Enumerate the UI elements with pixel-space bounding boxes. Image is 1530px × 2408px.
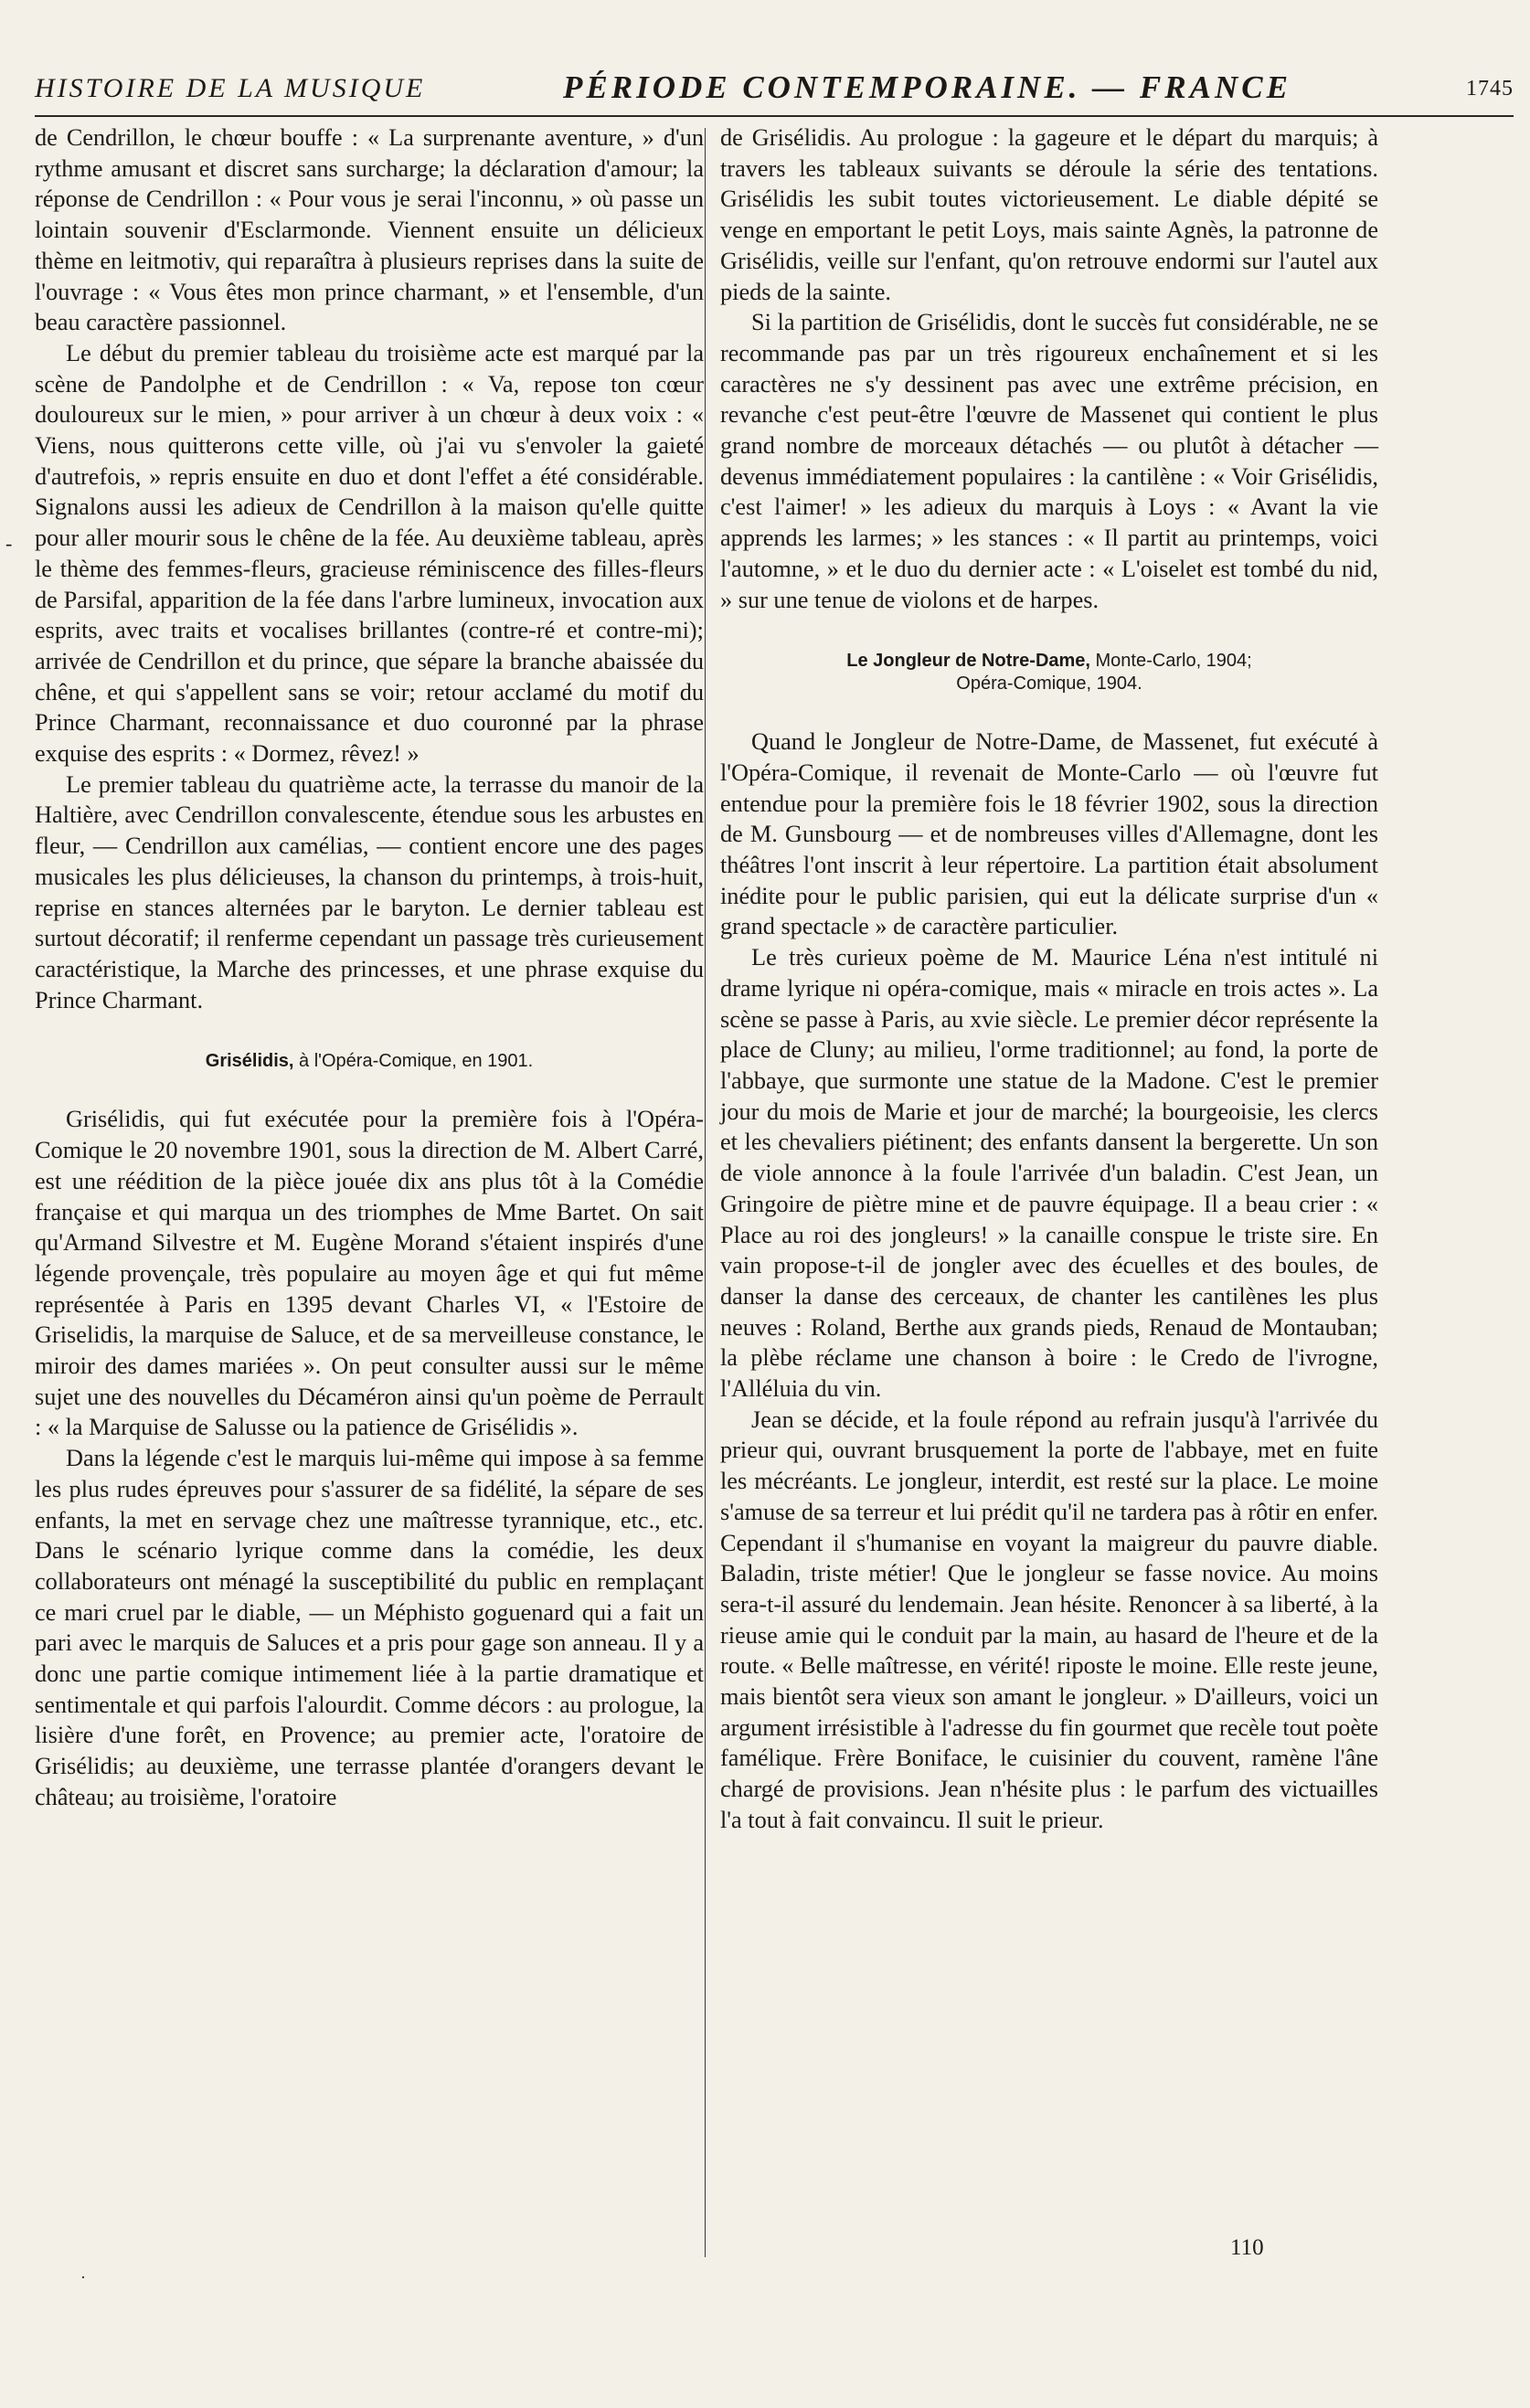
paragraph: Si la partition de Grisélidis, dont le succès fut considérable, ne se recommande pas par un très rigoureux enchaînement et si les caractères ne s'y dessinent pas avec une extrême précision, en revanche c'est peut-être l'œuvre de Massenet qui contient le plus grand nombre de morceaux détachés — ou plutôt à détacher — devenus immédiatement populaires : la cantilène : « Voir Grisélidis, c'est l'aimer! » les adieux du marquis à Loys : « Avant la vie apprends les larmes; » les stances : « Il partit au printemps, voici l'automne, » et le duo du dernier acte : « L'oiselet est tombé du nid, » sur une tenue de violons et de harpes.: [720, 309, 1378, 613]
running-head-left: HISTOIRE DE LA MUSIQUE: [35, 73, 426, 103]
section-heading-rest: à l'Opéra-Comique, en 1901.: [293, 1051, 534, 1072]
paragraph: Le premier tableau du quatrième acte, la terrasse du manoir de la Haltière, avec Cendrillon convalescente, étendue sous les arbustes en fleur, — Cendrillon aux camélias, — contient encore une des pages musicales les plus délicieuses, la chanson du printemps, à trois-huit, reprise en stances alternées par le baryton. Le dernier tableau est surtout décoratif; il renferme cependant un passage très curieusement caractéristique, la Marche des princesses, et une phrase exquise du Prince Charmant.: [35, 770, 704, 1013]
right-column: [720, 122, 1378, 1836]
paragraph: de Grisélidis. Au prologue : la gageure et le départ du marquis; à travers les tableaux suivants se déroule la série des tentations. Grisélidis les subit toutes victorieusement. Le diable dépité se venge en emportant le petit Loys, mais sainte Agnès, la patronne de Grisélidis, veille sur l'enfant, qu'on retrouve endormi sur l'autel aux pieds de la sainte.: [720, 124, 1378, 305]
paragraph: Dans la légende c'est le marquis lui-même qui impose à sa femme les plus rudes épreuves pour s'assurer de sa fidélité, la sépare de ses enfants, la met en servage chez une maîtresse tyrannique, etc., etc. Dans le scénario lyrique comme dans la comédie, les deux collaborateurs ont ménagé la susceptibilité du public en remplaçant ce mari cruel par le diable, — un Méphisto goguenard qui a fait un pari avec le marquis de Saluces et a pris pour gage son anneau. Il y a donc une partie comique intimement liée à la partie dramatique et sentimentale et qui parfois l'alourdit. Comme décors : au prologue, la lisière d'une forêt, en Provence; au premier acte, l'oratoire de Grisélidis; au deuxième, une terrasse plantée d'orangers devant le château; au troisième, l'oratoire: [35, 1445, 704, 1810]
section-heading-griselidis: [35, 1050, 704, 1073]
running-head-center: PÉRIODE CONTEMPORAINE. — FRANCE: [563, 69, 1291, 105]
paragraph: Quand le Jongleur de Notre-Dame, de Massenet, fut exécuté à l'Opéra-Comique, il revenait de Monte-Carlo — où l'œuvre fut entendue pour la première fois le 18 février 1902, sous la direction de M. Gunsbourg — et de nombreuses villes d'Allemagne, dont les théâtres l'ont inscrit à leur répertoire. La partition était absolument inédite pour le public parisien, qui eut la délicate surprise d'un « grand spectacle » de caractère particulier.: [720, 728, 1378, 940]
section-heading-title: Le Jongleur de Notre-Dame,: [846, 651, 1090, 672]
paragraph: Le très curieux poème de M. Maurice Léna n'est intitulé ni drame lyrique ni opéra-comique, mais « miracle en trois actes ». La scène se passe à Paris, au xvie siècle. Le premier décor représente la place de Cluny; au milieu, l'orme traditionnel; au fond, la porte de l'abbaye, que surmonte une statue de la Madone. C'est le premier jour du mois de Marie et jour de marché; la bourgeoisie, les clercs et les chevaliers piétinent; des enfants dansent la bergerette. Un son de viole annonce à la foule l'arrivée d'un baladin. C'est Jean, un Gringoire de piètre mine et de pauvre équipage. Il a beau crier : « Place au roi des jongleurs! » la canaille conspue le triste sire. En vain propose-t-il de jongler avec des écuelles et des boules, de danser la danse des cerceaux, de chanter les cantilènes les plus neuves : Roland, Berthe aux grands pieds, Renaud de Montauban; la plèbe réclame une chanson à boire : le Credo de l'ivrogne, l'Alléluia du vin.: [720, 944, 1378, 1403]
paragraph: Grisélidis, qui fut exécutée pour la première fois à l'Opéra-Comique le 20 novembre 1901, sous la direction de M. Albert Carré, est une réédition de la pièce jouée dix ans plus tôt à la Comédie française et qui marqua un des triomphes de Mme Bartet. On sait qu'Armand Silvestre et M. Eugène Morand s'étaient inspirés d'une légende provençale, très populaire au moyen âge et qui fut même représentée à Paris en 1395 devant Charles VI, « l'Estoire de Griselidis, la marquise de Saluce, et de sa merveilleuse constance, le miroir des dames mariées ». On peut consulter aussi sur le même sujet une des nouvelles du Décaméron ainsi qu'un poème de Perrault : « la Marquise de Salusse ou la patience de Grisélidis ».: [35, 1106, 704, 1441]
margin-mark: -: [5, 532, 13, 555]
paragraph: de Cendrillon, le chœur bouffe : « La surprenante aventure, » d'un rythme amusant et discret sans surcharge; la déclaration d'amour; la réponse de Cendrillon : « Pour vous je serai l'inconnu, » où passe un lointain souvenir d'Esclarmonde. Viennent ensuite un délicieux thème en leitmotiv, qui reparaîtra à plusieurs reprises dans la suite de l'ouvrage : « Vous êtes mon prince charmant, » et l'ensemble, d'un beau caractère passionnel.: [35, 124, 704, 336]
left-column: [35, 122, 704, 1813]
section-heading-rest: Monte-Carlo, 1904;: [1089, 651, 1252, 672]
paragraph: Jean se décide, et la foule répond au refrain jusqu'à l'arrivée du prieur qui, ouvrant brusquement la porte de l'abbaye, met en fuite les mécréants. Le jongleur, interdit, est resté sur la place. Le moine s'amuse de sa terreur et lui prédit qu'il ne tardera pas à rôtir en enfer. Cependant il s'humanise en voyant la maigreur du pauvre diable. Baladin, triste métier! Que le jongleur se fasse novice. Au moins sera-t-il assuré du lendemain. Jean hésite. Renoncer à sa liberté, à la rieuse amie qui le conduit par la main, au hasard de l'heure et de la route. « Belle maîtresse, en vérité! riposte le moine. Elle reste jeune, mais bientôt sera vieux son amant le jongleur. » D'ailleurs, voici un argument irrésistible à l'adresse du fin gourmet que recèle tout poète famélique. Frère Boniface, le cuisinier du couvent, ramène l'âne chargé de provisions. Jean n'hésite plus : le parfum des victuailles l'a tout à fait convaincu. Il suit le prieur.: [720, 1406, 1378, 1833]
section-heading-line2: Opéra-Comique, 1904.: [956, 674, 1142, 695]
running-head: [35, 69, 1514, 113]
page-number: 110: [1230, 2235, 1264, 2260]
scan-speck: ·: [80, 2268, 86, 2286]
header-rule: [35, 115, 1514, 117]
section-heading-title: Grisélidis,: [205, 1051, 294, 1072]
column-divider: [705, 128, 706, 2257]
paragraph: Le début du premier tableau du troisième acte est marqué par la scène de Pandolphe et de Cendrillon : « Va, repose ton cœur douloureux sur le mien, » pour arriver à un chœur à deux voix : « Viens, nous quitterons cette ville, où j'ai vu s'envoler la gaieté d'autrefois, » repris ensuite en duo et dont l'effet a été considérable. Signalons aussi les adieux de Cendrillon à la maison qu'elle quitte pour aller mourir sous le chêne de la fée. Au deuxième tableau, après le thème des femmes-fleurs, gracieuse réminiscence des filles-fleurs de Parsifal, apparition de la fée dans l'arbre lumineux, invocation aux esprits, avec traits et vocalises brillantes (contre-ré et contre-mi); arrivée de Cendrillon et du prince, que sépare la branche abaissée du chêne, et qui s'appellent sans se voir; retour acclamé du motif du Prince Charmant, reconnaissance et duo couronné par la phrase exquise des esprits : « Dormez, rêvez! »: [35, 339, 704, 768]
section-heading-jongleur: [720, 650, 1378, 695]
running-head-page-ref: 1745: [1466, 77, 1514, 101]
